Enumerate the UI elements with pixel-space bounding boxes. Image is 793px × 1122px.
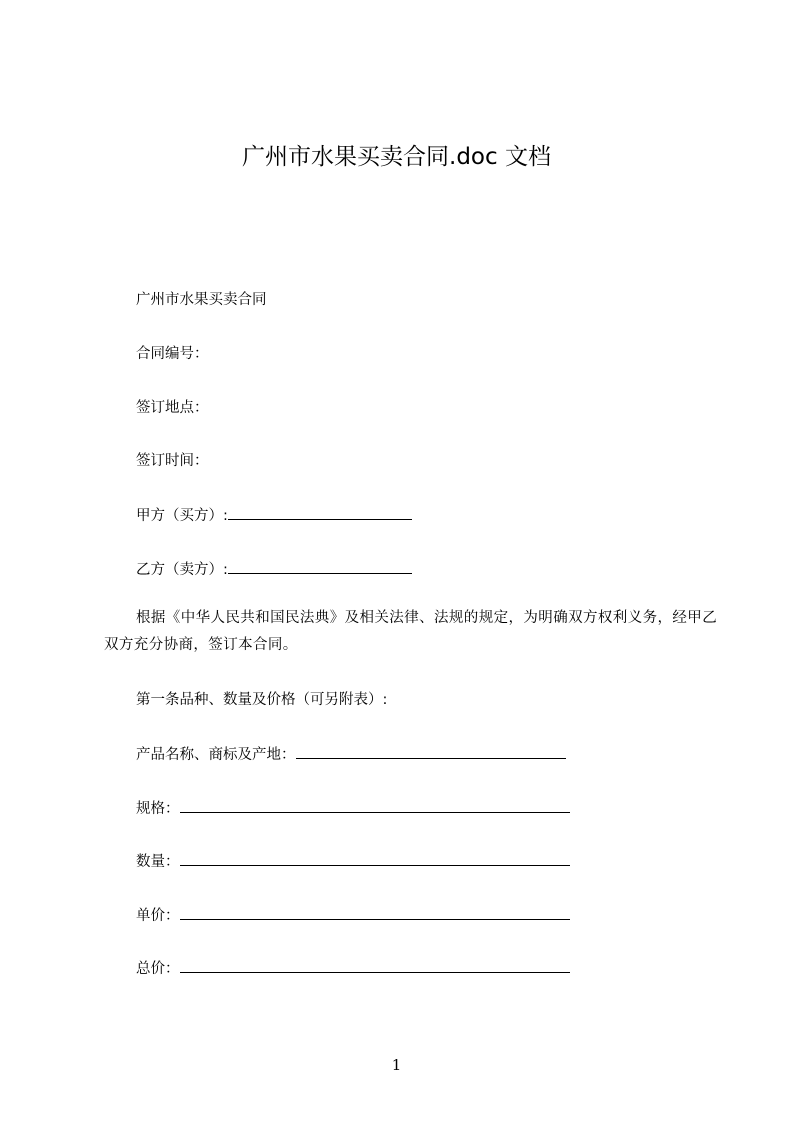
contract-title: 广州市水果买卖合同 — [136, 292, 267, 308]
party-a-label: 甲方（买方）: — [136, 508, 228, 524]
document-heading: 广州市水果买卖合同.doc 文档 — [242, 144, 551, 170]
quantity-label: 数量： — [136, 854, 180, 870]
contract-number-label: 合同编号： — [136, 346, 209, 362]
unit-price-blank — [180, 905, 570, 920]
page-number: 1 — [391, 1056, 402, 1074]
product-name-row — [136, 744, 566, 765]
unit-price-label: 单价： — [136, 908, 180, 924]
party-b-label: 乙方（卖方）: — [136, 562, 228, 578]
spec-row — [136, 798, 570, 819]
total-price-blank — [180, 958, 570, 973]
preamble-paragraph: 根据《中华人民共和国民法典》及相关法律、法规的规定，为明确双方权利义务，经甲乙双方充分协商，签订本合同。 — [104, 610, 718, 653]
quantity-blank — [180, 851, 570, 866]
total-price-row — [136, 958, 570, 979]
party-b-row — [136, 559, 412, 580]
total-price-label: 总价： — [136, 961, 180, 977]
party-a-blank — [228, 505, 412, 520]
article-1-title: 第一条品种、数量及价格（可另附表）: — [136, 692, 388, 708]
quantity-row — [136, 851, 570, 872]
party-b-blank — [228, 559, 412, 574]
sign-place-label: 签订地点： — [136, 400, 209, 416]
unit-price-row — [136, 905, 570, 926]
party-a-row — [136, 505, 412, 526]
product-name-blank — [296, 744, 566, 759]
spec-label: 规格： — [136, 801, 180, 817]
sign-time-label: 签订时间： — [136, 453, 209, 469]
product-name-label: 产品名称、商标及产地： — [136, 747, 296, 763]
spec-blank — [180, 798, 570, 813]
